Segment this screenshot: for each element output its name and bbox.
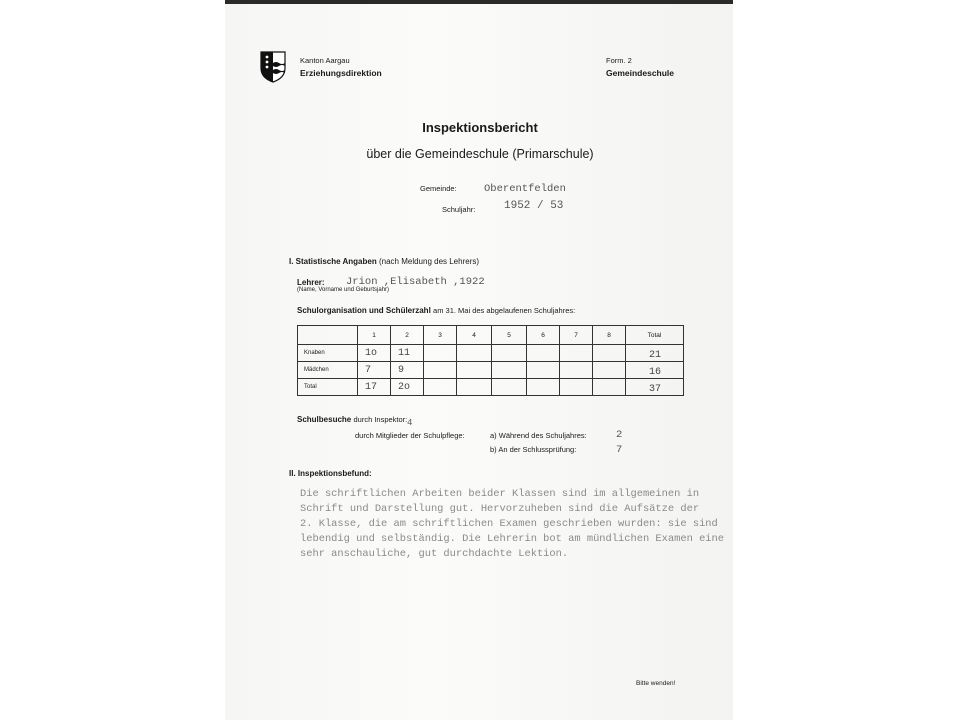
table-cell: [492, 345, 527, 362]
table-header-cell: 5: [492, 326, 527, 345]
table-cell: 17: [358, 379, 391, 396]
form-type: Gemeindeschule: [606, 68, 675, 78]
table-cell: [560, 345, 593, 362]
table-row: [298, 379, 684, 396]
report-line: lebendig und selbständig. Die Lehrerin bot am mündlichen Examen eine: [300, 533, 725, 545]
canton-name: Kanton Aargau: [300, 56, 350, 65]
table-header-cell: 6: [527, 326, 560, 345]
during-year-value: 2: [616, 429, 623, 441]
table-cell: [593, 379, 626, 396]
table-cell: 11: [391, 345, 424, 362]
during-year-label: a) Während des Schuljahres:: [490, 431, 587, 440]
table-cell: [424, 362, 457, 379]
table-header-cell: 3: [424, 326, 457, 345]
table-cell: [424, 345, 457, 362]
table-cell: [527, 345, 560, 362]
table-row: [298, 362, 684, 379]
final-exam-value: 7: [616, 444, 623, 456]
section-1-heading-rest: (nach Meldung des Lehrers): [378, 257, 480, 266]
table-header-row: [298, 326, 684, 345]
schulbesuche-label: [297, 415, 407, 424]
schulpflege-label: durch Mitglieder der Schulpflege:: [355, 431, 465, 440]
gemeinde-label: Gemeinde:: [420, 184, 457, 193]
row-total: 16: [626, 362, 684, 379]
table-cell: 1o: [358, 345, 391, 362]
row-label: Knaben: [298, 345, 358, 362]
table-cell: [593, 345, 626, 362]
report-line: Schrift und Darstellung gut. Hervorzuheben sind die Aufsätze der: [300, 503, 700, 515]
table-cell: [593, 362, 626, 379]
table-header-cell: 1: [358, 326, 391, 345]
table-cell: [492, 362, 527, 379]
schulorganisation-rest: am 31. Mai des abgelaufenen Schuljahres:: [433, 306, 576, 315]
section-1-heading: [289, 257, 479, 266]
report-line: sehr anschauliche, gut durchdachte Lektion.: [300, 548, 569, 560]
form-number: Form. 2: [606, 56, 632, 65]
table-header-corner: [298, 326, 358, 345]
page-top-edge: [225, 0, 733, 4]
table-cell: [527, 362, 560, 379]
section-2-heading: II. Inspektionsbefund:: [289, 469, 372, 478]
table-cell: 9: [391, 362, 424, 379]
schuljahr-label: Schuljahr:: [442, 205, 476, 214]
table-cell: 7: [358, 362, 391, 379]
schuljahr-value: 1952 / 53: [504, 200, 564, 212]
lehrer-label: Lehrer:: [297, 278, 325, 287]
schulorganisation-bold: Schulorganisation und Schülerzahl: [297, 306, 431, 315]
table-cell: [492, 379, 527, 396]
gemeinde-value: Oberentfelden: [484, 183, 566, 195]
aargau-coat-of-arms-icon: [260, 51, 286, 83]
table-header-cell: 7: [560, 326, 593, 345]
lehrer-hint: (Name, Vorname und Geburtsjahr): [297, 287, 390, 293]
schulbesuche-bold: Schulbesuche: [297, 415, 352, 424]
table-cell: [560, 362, 593, 379]
table-cell: [457, 362, 492, 379]
table-header-cell: 4: [457, 326, 492, 345]
table-cell: 2o: [391, 379, 424, 396]
table-header-cell: 8: [593, 326, 626, 345]
table-cell: [457, 345, 492, 362]
row-label: Total: [298, 379, 358, 396]
schulbesuche-rest: durch Inspektor:: [353, 415, 408, 424]
row-label: Mädchen: [298, 362, 358, 379]
table-cell: [424, 379, 457, 396]
row-total: 21: [626, 345, 684, 362]
report-line: Die schriftlichen Arbeiten beider Klassen sind im allgemeinen in: [300, 488, 700, 500]
page-title: Inspektionsbericht: [422, 120, 538, 135]
lehrer-value: Jrion ,Elisabeth ,1922: [346, 276, 485, 288]
table-header-cell: Total: [626, 326, 684, 345]
table-cell: [457, 379, 492, 396]
table-cell: [560, 379, 593, 396]
inspektor-visits-value: 4: [407, 418, 413, 428]
final-exam-label: b) An der Schlussprüfung:: [490, 445, 577, 454]
page-subtitle: über die Gemeindeschule (Primarschule): [366, 147, 594, 161]
pupil-count-table: [297, 325, 684, 396]
report-line: 2. Klasse, die am schriftlichen Examen geschrieben wurden: sie sind: [300, 518, 718, 530]
section-1-heading-bold: I. Statistische Angaben: [289, 257, 377, 266]
row-total: 37: [626, 379, 684, 396]
table-cell: [527, 379, 560, 396]
department-name: Erziehungsdirektion: [300, 68, 382, 78]
turn-over-note: Bitte wenden!: [636, 680, 676, 687]
table-row: [298, 345, 684, 362]
schulorganisation-heading: [297, 306, 575, 315]
table-header-cell: 2: [391, 326, 424, 345]
